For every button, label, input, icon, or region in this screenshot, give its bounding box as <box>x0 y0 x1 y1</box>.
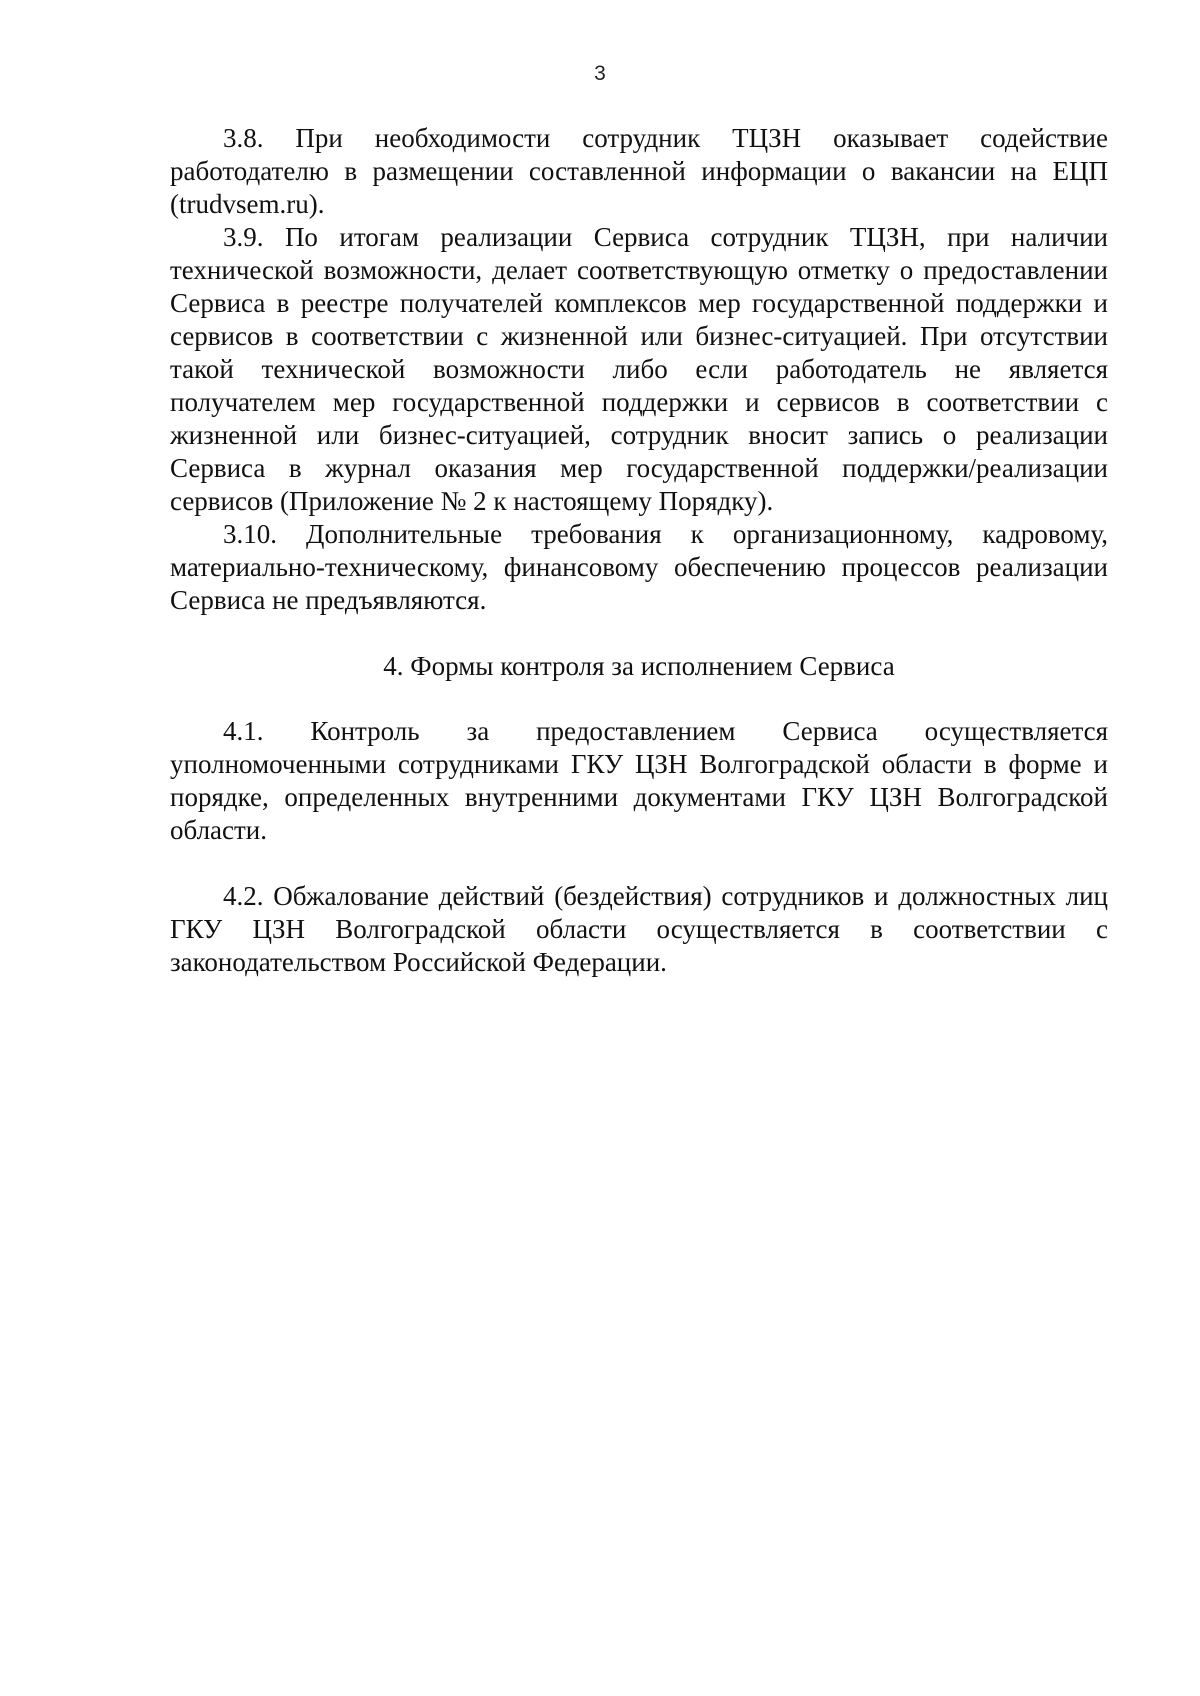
paragraph-3-8: 3.8. При необходимости сотрудник ТЦЗН оказывает содействие работодателю в размещении составленной информации о вакансии на ЕЦП (trudvsem.ru). <box>170 123 1108 219</box>
paragraph-3-10: 3.10. Дополнительные требования к организационному, кадровому, материально-техническому, финансовому обеспечению процессов реализации Сервиса не предъявляются. <box>170 519 1108 615</box>
section-4-heading: 4. Формы контроля за исполнением Сервиса <box>383 651 895 681</box>
document-body <box>170 122 1108 979</box>
page-number: 3 <box>594 62 606 85</box>
paragraph-4-2: 4.2. Обжалование действий (бездействия) сотрудников и должностных лиц ГКУ ЦЗН Волгоградской области осуществляется в соответствии с законодательством Российской Федерации. <box>170 881 1108 977</box>
paragraph-4-1: 4.1. Контроль за предоставлением Сервиса осуществляется уполномоченными сотрудниками ГКУ ЦЗН Волгоградской области в форме и порядке, определенных внутренними документами ГКУ ЦЗН Волгоградской области. <box>170 716 1108 845</box>
paragraph-3-9: 3.9. По итогам реализации Сервиса сотрудник ТЦЗН, при наличии технической возможности, делает соответствующую отметку о предоставлении Сервиса в реестре получателей комплексов мер государственной поддержки и сервисов в соответствии с жизненной или бизнес-ситуацией. При отсутствии такой технической возможности либо если работодатель не является получателем мер государственной поддержки и сервисов в соответствии с жизненной или бизнес-ситуацией, сотрудник вносит запись о реализации Сервиса в журнал оказания мер государственной поддержки/реализации сервисов (Приложение № 2 к настоящему Порядку). <box>170 222 1108 516</box>
